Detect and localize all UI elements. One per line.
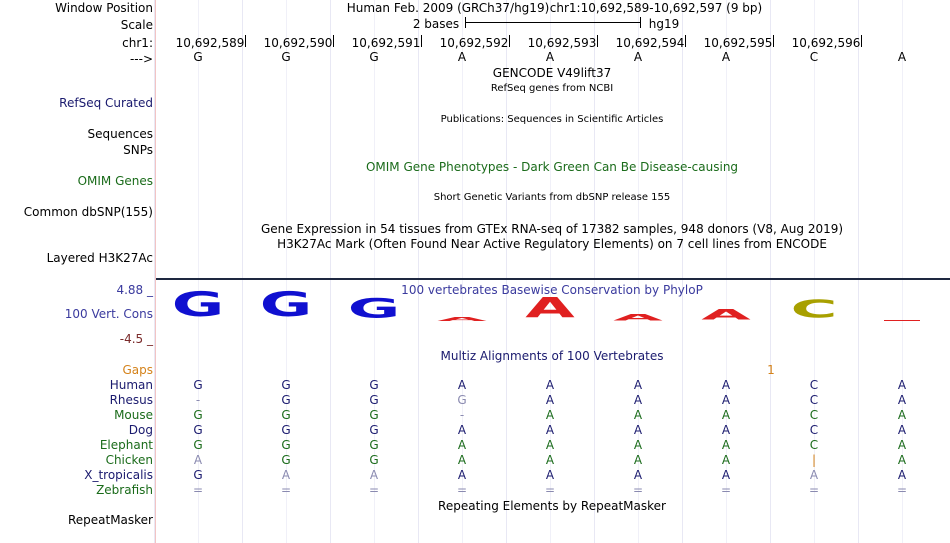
alignment-base: A bbox=[721, 438, 731, 452]
species-label: Elephant bbox=[99, 438, 153, 452]
alignment-base: A bbox=[281, 468, 291, 482]
species-label: Dog bbox=[128, 423, 153, 437]
label-separator bbox=[155, 0, 156, 543]
alignment-base: A bbox=[633, 408, 643, 422]
base-letter: G bbox=[369, 50, 379, 64]
alignment-base: = bbox=[720, 483, 732, 497]
omim-title[interactable]: OMIM Gene Phenotypes - Dark Green Can Be Disease-causing bbox=[365, 160, 739, 174]
alignment-base: A bbox=[545, 468, 555, 482]
alignment-base: G bbox=[369, 393, 379, 407]
alignment-base: C bbox=[809, 393, 819, 407]
grid-line bbox=[242, 0, 243, 543]
snps-label[interactable]: SNPs bbox=[123, 143, 153, 157]
alignment-base: G bbox=[369, 438, 379, 452]
coordinate-label: 10,692,596 bbox=[791, 36, 861, 50]
publications-title[interactable]: Publications: Sequences in Scientific Articles bbox=[440, 114, 664, 125]
coordinate-label: 10,692,593 bbox=[527, 36, 597, 50]
omim-label[interactable]: OMIM Genes bbox=[77, 174, 153, 188]
alignment-base: G bbox=[369, 423, 379, 437]
alignment-base: A bbox=[633, 438, 643, 452]
alignment-base: = bbox=[632, 483, 644, 497]
phylop-logo-letter: A bbox=[613, 312, 663, 323]
alignment-base: G bbox=[193, 438, 203, 452]
alignment-base: A bbox=[633, 393, 643, 407]
base-letter: G bbox=[281, 50, 291, 64]
alignment-base: - bbox=[195, 393, 201, 407]
coordinate-tick bbox=[685, 35, 686, 47]
alignment-base: G bbox=[457, 393, 467, 407]
scale-text: 2 bases bbox=[412, 17, 460, 31]
base-letter: A bbox=[897, 50, 907, 64]
phylop-logo-letter: A bbox=[437, 316, 487, 323]
alignment-base: A bbox=[457, 438, 467, 452]
alignment-base: C bbox=[809, 438, 819, 452]
coordinate-label: 10,692,595 bbox=[703, 36, 773, 50]
grid-line bbox=[858, 0, 859, 543]
grid-line bbox=[330, 0, 331, 543]
alignment-base: G bbox=[193, 468, 203, 482]
dbsnp-title[interactable]: Short Genetic Variants from dbSNP release 155 bbox=[433, 192, 671, 203]
alignment-base: G bbox=[369, 378, 379, 392]
alignment-base: A bbox=[897, 438, 907, 452]
base-letter: A bbox=[721, 50, 731, 64]
coordinate-tick bbox=[773, 35, 774, 47]
alignment-base: = bbox=[896, 483, 908, 497]
repeatmasker-label[interactable]: RepeatMasker bbox=[67, 513, 153, 527]
alignment-base: A bbox=[721, 408, 731, 422]
phylop-logo-letter: G bbox=[171, 285, 225, 325]
alignment-base: A bbox=[897, 393, 907, 407]
alignment-base: A bbox=[457, 468, 467, 482]
window-position-label: Window Position bbox=[55, 1, 153, 15]
base-letter: A bbox=[633, 50, 643, 64]
gaps-label[interactable]: Gaps bbox=[122, 363, 153, 377]
alignment-base: C bbox=[809, 378, 819, 392]
base-letter: A bbox=[457, 50, 467, 64]
dbsnp-label[interactable]: Common dbSNP(155) bbox=[23, 205, 153, 219]
coordinate-tick bbox=[861, 35, 862, 47]
phylop-logo-bar bbox=[884, 320, 920, 321]
grid-line bbox=[770, 0, 771, 543]
track-divider bbox=[156, 278, 950, 280]
alignment-base: A bbox=[457, 453, 467, 467]
coordinate-tick bbox=[421, 35, 422, 47]
alignment-base: G bbox=[281, 408, 291, 422]
alignment-base: A bbox=[193, 453, 203, 467]
alignment-base: A bbox=[633, 378, 643, 392]
species-label: Rhesus bbox=[109, 393, 153, 407]
alignment-base: = bbox=[808, 483, 820, 497]
coordinate-label: 10,692,594 bbox=[615, 36, 685, 50]
coordinate-tick bbox=[333, 35, 334, 47]
phylop-title[interactable]: 100 vertebrates Basewise Conservation by PhyloP bbox=[401, 283, 703, 297]
alignment-base: A bbox=[633, 468, 643, 482]
alignment-base: - bbox=[459, 408, 465, 422]
multiz-title[interactable]: Multiz Alignments of 100 Vertebrates bbox=[440, 349, 664, 363]
alignment-base: A bbox=[545, 453, 555, 467]
alignment-base: A bbox=[721, 378, 731, 392]
coordinate-tick bbox=[597, 35, 598, 47]
phylop-min-label: -4.5 _ bbox=[119, 332, 153, 346]
alignment-base: G bbox=[281, 378, 291, 392]
base-letter: A bbox=[545, 50, 555, 64]
alignment-base: G bbox=[193, 408, 203, 422]
alignment-base: A bbox=[897, 423, 907, 437]
alignment-base: A bbox=[897, 453, 907, 467]
alignment-base: A bbox=[633, 423, 643, 437]
coordinate-label: 10,692,592 bbox=[439, 36, 509, 50]
alignment-base: A bbox=[897, 408, 907, 422]
species-label: Chicken bbox=[105, 453, 153, 467]
alignment-base: = bbox=[544, 483, 556, 497]
coordinate-tick bbox=[509, 35, 510, 47]
coordinate-tick bbox=[245, 35, 246, 47]
alignment-base: A bbox=[457, 423, 467, 437]
base-letter: G bbox=[193, 50, 203, 64]
phylop-max-label: 4.88 _ bbox=[116, 283, 153, 297]
phylop-logo-letter: G bbox=[259, 285, 313, 325]
alignment-base: A bbox=[545, 378, 555, 392]
coordinate-label: 10,692,589 bbox=[175, 36, 245, 50]
alignment-base: = bbox=[368, 483, 380, 497]
alignment-base: G bbox=[281, 438, 291, 452]
alignment-base: G bbox=[281, 423, 291, 437]
alignment-base: G bbox=[193, 378, 203, 392]
phylop-logo-letter: A bbox=[701, 306, 751, 324]
alignment-base: A bbox=[545, 438, 555, 452]
strand-label: ---> bbox=[129, 52, 153, 66]
alignment-base: A bbox=[545, 393, 555, 407]
coordinate-label: 10,692,590 bbox=[263, 36, 333, 50]
alignment-base: G bbox=[281, 393, 291, 407]
phylop-logo-letter: C bbox=[790, 295, 838, 324]
repeatmasker-title[interactable]: Repeating Elements by RepeatMasker bbox=[438, 499, 666, 513]
alignment-base: G bbox=[193, 423, 203, 437]
alignment-base: A bbox=[809, 468, 819, 482]
alignment-base: C bbox=[809, 423, 819, 437]
alignment-base: A bbox=[545, 423, 555, 437]
base-letter: C bbox=[809, 50, 819, 64]
scale-label: Scale bbox=[120, 18, 153, 32]
grid-line bbox=[682, 0, 683, 543]
scale-db: hg19 bbox=[648, 17, 680, 31]
alignment-base: = bbox=[280, 483, 292, 497]
scale-bar bbox=[465, 22, 641, 23]
alignment-base: = bbox=[456, 483, 468, 497]
species-label: X_tropicalis bbox=[84, 468, 153, 482]
alignment-base: A bbox=[721, 468, 731, 482]
alignment-base: A bbox=[721, 423, 731, 437]
species-label: Mouse bbox=[114, 408, 153, 422]
assembly-info: Human Feb. 2009 (GRCh37/hg19) bbox=[346, 1, 550, 15]
coordinate-label: 10,692,591 bbox=[351, 36, 421, 50]
gencode-track-title[interactable]: GENCODE V49lift37 bbox=[492, 66, 612, 80]
alignment-base: G bbox=[369, 453, 379, 467]
phylop-label[interactable]: 100 Vert. Cons bbox=[64, 307, 153, 321]
phylop-logo-letter: A bbox=[525, 291, 575, 325]
species-label: Zebrafish bbox=[96, 483, 153, 497]
alignment-base: A bbox=[369, 468, 379, 482]
sequences-label[interactable]: Sequences bbox=[87, 127, 153, 141]
species-label: Human bbox=[109, 378, 153, 392]
alignment-base: A bbox=[721, 453, 731, 467]
scale-bar-right bbox=[640, 17, 641, 28]
phylop-logo-letter: G bbox=[347, 293, 401, 324]
alignment-base: A bbox=[545, 408, 555, 422]
gtex-title[interactable]: Gene Expression in 54 tissues from GTEx RNA-seq of 17382 samples, 948 donors (V8, Aug 2019) bbox=[260, 222, 844, 236]
refseq-subtitle: RefSeq genes from NCBI bbox=[490, 83, 614, 94]
alignment-base: A bbox=[457, 378, 467, 392]
alignment-base: | bbox=[811, 453, 817, 467]
alignment-base: A bbox=[633, 453, 643, 467]
alignment-base: A bbox=[721, 393, 731, 407]
chrom-label: chr1: bbox=[122, 36, 153, 50]
alignment-base: C bbox=[809, 408, 819, 422]
alignment-base: G bbox=[281, 453, 291, 467]
grid-line bbox=[418, 0, 419, 543]
position-info: chr1:10,692,589-10,692,597 (9 bp) bbox=[549, 1, 763, 15]
h3k27ac-label[interactable]: Layered H3K27Ac bbox=[46, 251, 153, 265]
alignment-base: A bbox=[897, 468, 907, 482]
alignment-base: = bbox=[192, 483, 204, 497]
h3k27ac-title[interactable]: H3K27Ac Mark (Often Found Near Active Regulatory Elements) on 7 cell lines from ENCODE bbox=[277, 237, 827, 251]
refseq-label[interactable]: RefSeq Curated bbox=[59, 96, 153, 110]
alignment-base: A bbox=[897, 378, 907, 392]
alignment-base: G bbox=[369, 408, 379, 422]
gaps-marker: 1 bbox=[767, 363, 775, 377]
